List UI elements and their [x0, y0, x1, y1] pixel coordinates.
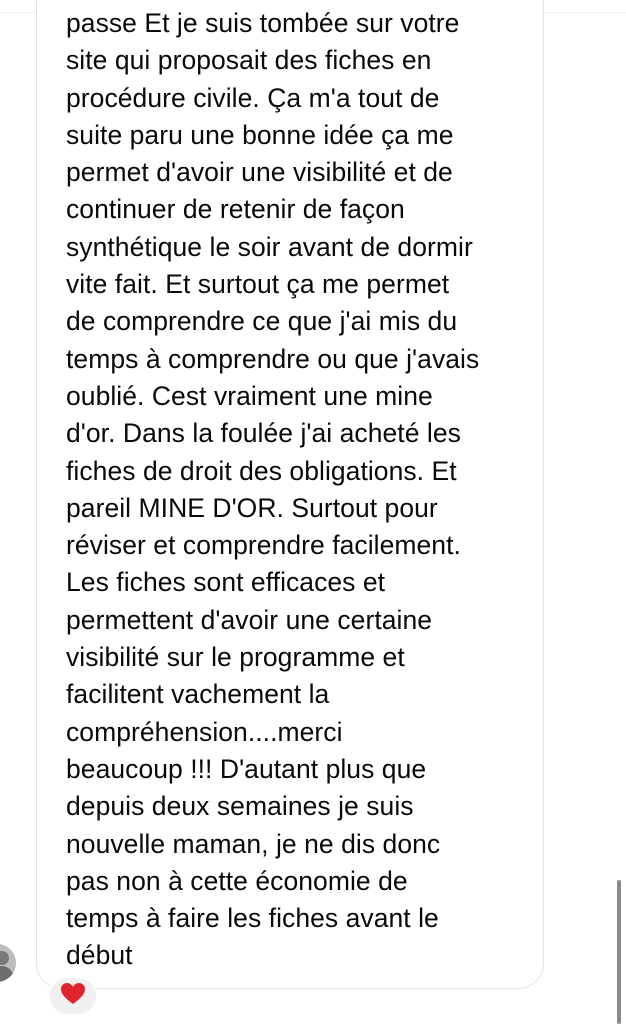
heart-icon-svg — [60, 982, 86, 1006]
message-line: Les fiches sont efficaces et — [66, 567, 386, 598]
message-line: procédure civile. Ça m'a tout de — [66, 82, 440, 113]
message-line: visibilité sur le programme et — [66, 642, 405, 673]
message-line: permet d'avoir une visibilité et de — [66, 157, 453, 188]
message-line: début — [66, 940, 133, 971]
message-line: compréhension....merci — [66, 716, 343, 747]
scrollbar[interactable] — [617, 880, 621, 1024]
message-line: fiches de droit des obligations. Et — [66, 455, 457, 486]
message-line: site qui proposait des fiches en — [66, 45, 432, 76]
message-line: nouvelle maman, je ne dis donc — [66, 828, 441, 859]
message-line: d'or. Dans la foulée j'ai acheté les — [66, 418, 461, 449]
message-line: vite fait. Et surtout ça me permet — [66, 269, 450, 300]
message-line: réviser et comprendre facilement. — [66, 530, 461, 561]
message-line: pas non à cette économie de — [66, 865, 408, 896]
message-line: permettent d'avoir une certaine — [66, 604, 433, 635]
message-line: beaucoup !!! D'autant plus que — [66, 753, 427, 784]
heart-icon — [60, 982, 86, 1011]
message-line: temps à faire les fiches avant le — [66, 903, 439, 934]
avatar-image — [0, 944, 16, 982]
message-line: depuis deux semaines je suis — [66, 791, 414, 822]
message-line: passe Et je suis tombée sur votre — [66, 8, 460, 38]
message-line: oublié. Cest vraiment une mine — [66, 380, 433, 411]
message-text — [66, 5, 536, 975]
message-line: temps à comprendre ou que j'avais — [66, 343, 480, 374]
message-line: synthétique le soir avant de dormir — [66, 231, 473, 262]
reaction-badge[interactable] — [48, 976, 98, 1016]
message-line: de comprendre ce que j'ai mis du — [66, 306, 458, 337]
message-line: suite paru une bonne idée ça me — [66, 119, 454, 150]
message-line: facilitent vachement la — [66, 679, 330, 710]
avatar[interactable] — [0, 944, 16, 982]
message-line: pareil MINE D'OR. Surtout pour — [66, 492, 438, 523]
message-line: continuer de retenir de façon — [66, 194, 405, 225]
